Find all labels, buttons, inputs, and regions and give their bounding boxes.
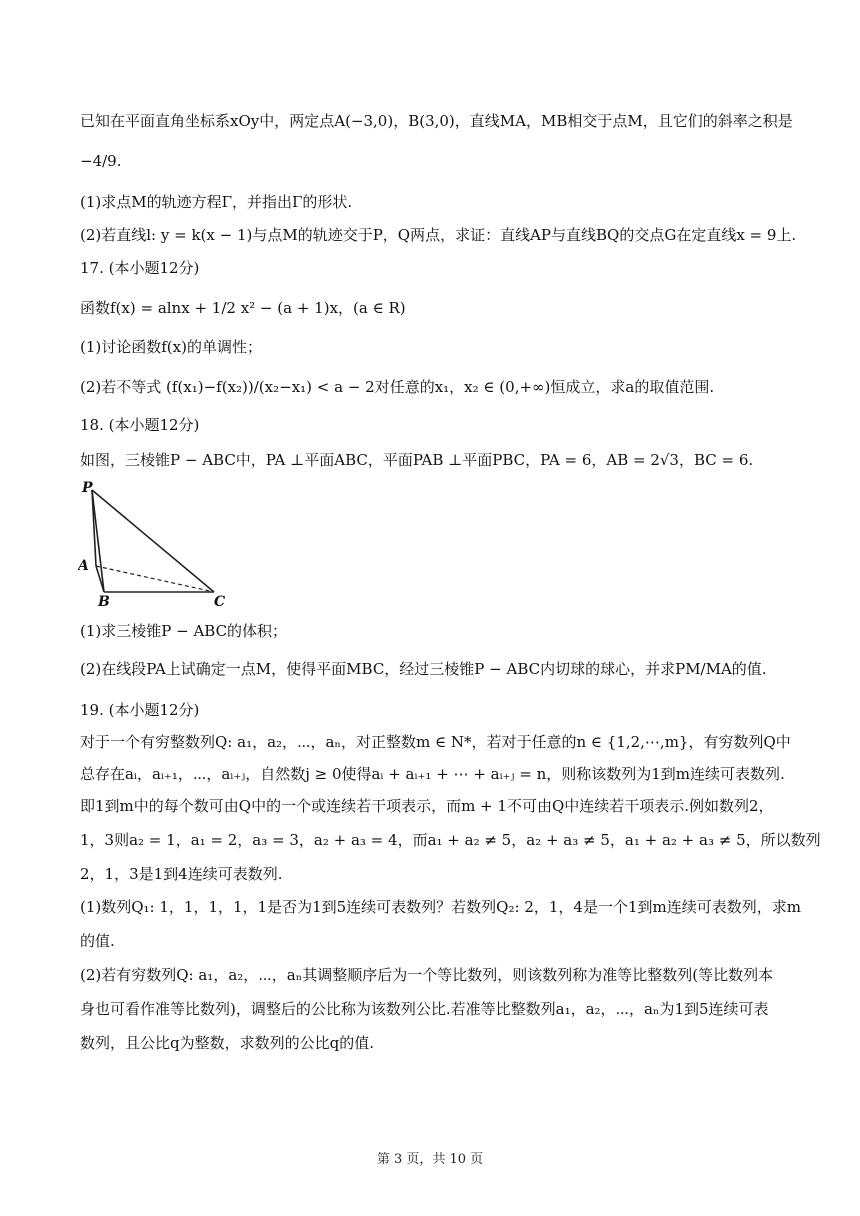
problem16-part2: (2)若直线l: y = k(x − 1)与点M的轨迹交于P，Q两点，求证：直线AP与直线BQ的交点G在定直线x = 9上.: [80, 226, 797, 244]
edge-AC-hidden: [96, 566, 214, 592]
problem17-part2: (2)若不等式 (f(x₁)−f(x₂))/(x₂−x₁) < a − 2对任意的x₁，x₂ ∈ (0,+∞)恒成立，求a的取值范围.: [80, 378, 715, 396]
vertex-label-P: P: [82, 480, 93, 496]
problem17-header: 17. (本小题12分): [80, 259, 200, 277]
problem19-part2-line1: (2)若有穷数列Q: a₁，a₂，⋯，aₙ其调整顺序后为一个等比数列，则该数列称为准等比整数列(等比数列本: [80, 966, 774, 984]
page-footer: 第 3 页，共 10 页: [376, 1152, 484, 1167]
tetrahedron-figure: [78, 478, 238, 608]
vertex-label-C: C: [214, 594, 226, 608]
problem18-part1: (1)求三棱锥P − ABC的体积；: [80, 622, 288, 640]
problem19-line1: 对于一个有穷整数列Q: a₁，a₂，⋯，aₙ，对正整数m ∈ N*，若对于任意的n ∈ {1,2,⋯,m}，有穷数列Q中: [80, 733, 791, 751]
edge-PB: [92, 490, 104, 592]
problem19-line2: 总存在aᵢ，aᵢ₊₁，⋯，aᵢ₊ⱼ，自然数j ≥ 0使得aᵢ + aᵢ₊₁ + ⋯ + aᵢ₊ⱼ = n，则称该数列为1到m连续可表数列.: [80, 765, 785, 783]
problem18-header: 18. (本小题12分): [80, 416, 200, 434]
problem19-part2-line3: 数列，且公比q为整数，求数列的公比q的值.: [80, 1034, 374, 1052]
problem18-statement: 如图，三棱锥P − ABC中，PA ⊥平面ABC，平面PAB ⊥平面PBC，PA = 6，AB = 2√3，BC = 6.: [80, 451, 754, 469]
problem19-part2-line2: 身也可看作准等比数列)，调整后的公比称为该数列公比.若准等比整数列a₁，a₂，⋯，aₙ为1到5连续可表: [80, 1000, 769, 1018]
problem19-header: 19. (本小题12分): [80, 701, 200, 719]
problem17-statement: 函数f(x) = alnx + 1/2 x² − (a + 1)x，(a ∈ R): [80, 299, 406, 317]
vertex-label-B: B: [98, 594, 110, 608]
problem19-line3: 即1到m中的每个数可由Q中的一个或连续若干项表示，而m + 1不可由Q中连续若干项表示.例如数列2，: [80, 797, 774, 815]
problem19-line4: 1，3则a₂ = 1，a₁ = 2，a₃ = 3，a₂ + a₃ = 4，而a₁ + a₂ ≠ 5，a₂ + a₃ ≠ 5，a₁ + a₂ + a₃ ≠ 5，所以数列: [80, 831, 821, 849]
problem17-part1: (1)讨论函数f(x)的单调性；: [80, 338, 262, 356]
problem19-line5: 2，1，3是1到4连续可表数列.: [80, 865, 283, 883]
problem19-part1-line1: (1)数列Q₁: 1，1，1，1，1是否为1到5连续可表数列？若数列Q₂: 2，1，4是一个1到m连续可表数列，求m: [80, 898, 801, 916]
vertex-label-A: A: [78, 558, 89, 574]
edge-PC: [92, 490, 214, 592]
problem18-part2: (2)在线段PA上试确定一点M，使得平面MBC，经过三棱锥P − ABC内切球的球心，并求PM/MA的值.: [80, 660, 767, 678]
problem16-text-line1: 已知在平面直角坐标系xOy中，两定点A(−3,0)，B(3,0)，直线MA，MB相交于点M，且它们的斜率之积是: [80, 112, 793, 130]
problem16-text-line2: −4/9.: [80, 152, 122, 170]
problem16-part1: (1)求点M的轨迹方程Γ，并指出Γ的形状.: [80, 193, 353, 211]
problem19-part1-line2: 的值.: [80, 932, 115, 950]
